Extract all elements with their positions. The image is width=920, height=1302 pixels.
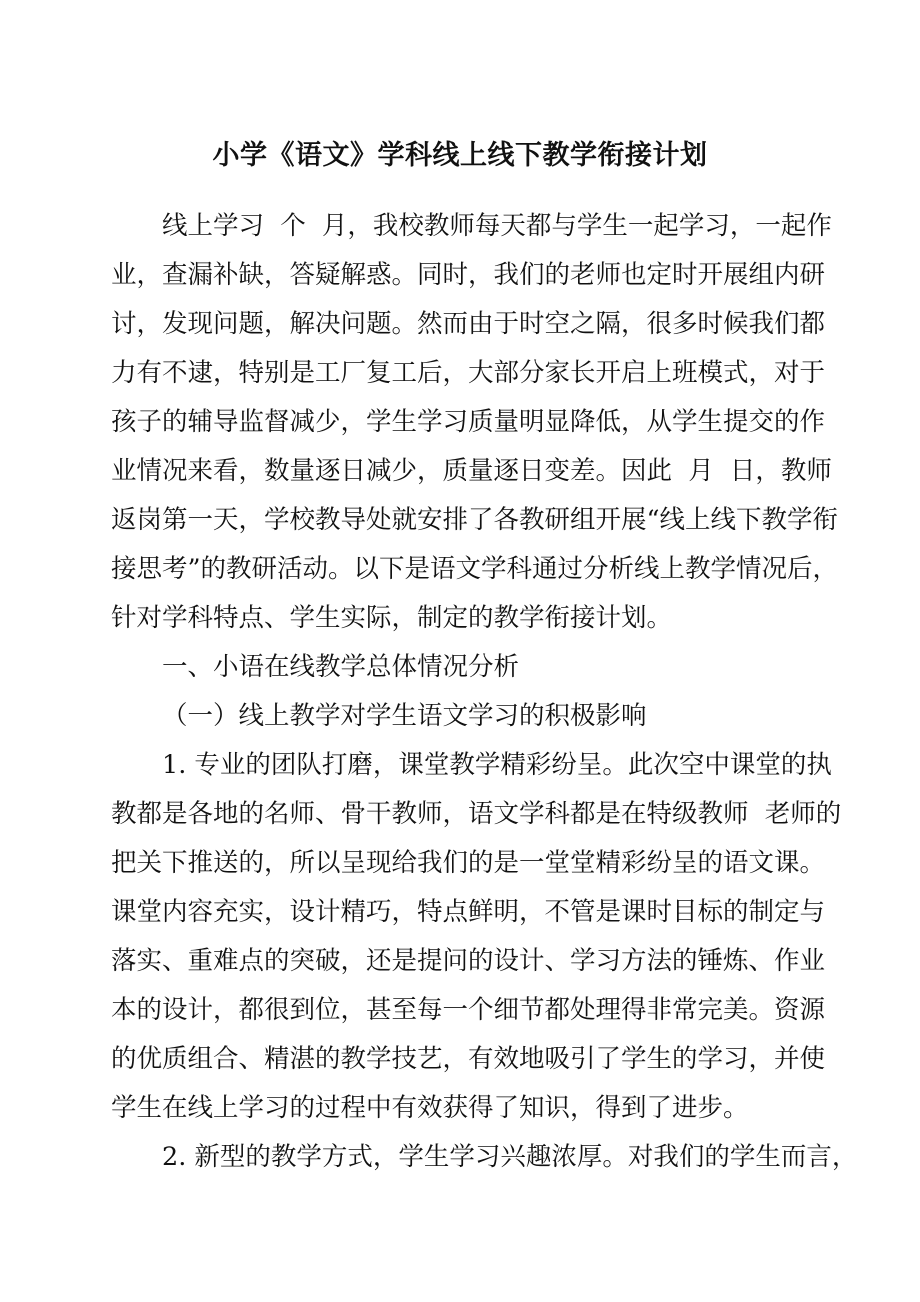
paragraph-line: 业情况来看，数量逐日减少，质量逐日变差。因此 月 日，教师 — [111, 456, 832, 486]
document-title: 小学《语文》学科线上线下教学衔接计划 — [212, 140, 708, 171]
paragraph-line: 把关下推送的，所以呈现给我们的是一堂堂精彩纷呈的语文课。 — [111, 848, 826, 878]
paragraph-line: 本的设计，都很到位，甚至每一个细节都处理得非常完美。资源 — [111, 995, 826, 1025]
paragraph-line: 接思考”的教研活动。以下是语文学科通过分析线上教学情况后， — [111, 554, 839, 584]
paragraph-line: 讨，发现问题，解决问题。然而由于时空之隔，很多时候我们都 — [111, 309, 826, 339]
paragraph-line: 课堂内容充实，设计精巧，特点鲜明，不管是课时目标的制定与 — [111, 897, 826, 927]
paragraph-line: 学生在线上学习的过程中有效获得了知识，得到了进步。 — [111, 1093, 749, 1123]
paragraph-line: 孩子的辅导监督减少，学生学习质量明显降低，从学生提交的作 — [111, 407, 826, 437]
paragraph-line: 落实、重难点的突破，还是提问的设计、学习方法的锤炼、作业 — [111, 946, 826, 976]
paragraph-line: 教都是各地的名师、骨干教师，语文学科都是在特级教师 老师的 — [111, 799, 842, 829]
paragraph-line: 线上学习 个 月，我校教师每天都与学生一起学习，一起作 — [162, 211, 832, 241]
subsection-heading: （一）线上教学对学生语文学习的积极影响 — [162, 701, 647, 731]
paragraph-line: 业，查漏补缺，答疑解惑。同时，我们的老师也定时开展组内研 — [111, 260, 826, 290]
paragraph-line: 1. 专业的团队打磨，课堂教学精彩纷呈。此次空中课堂的执 — [162, 750, 832, 780]
paragraph-line: 力有不逮，特别是工厂复工后，大部分家长开启上班模式，对于 — [111, 358, 826, 388]
paragraph-line: 返岗第一天，学校教导处就安排了各教研组开展“线上线下教学衔 — [111, 505, 839, 535]
paragraph-line: 的优质组合、精湛的教学技艺，有效地吸引了学生的学习，并使 — [111, 1044, 826, 1074]
section-heading: 一、小语在线教学总体情况分析 — [162, 652, 520, 682]
paragraph-line: 2. 新型的教学方式，学生学习兴趣浓厚。对我们的学生而言， — [162, 1142, 858, 1172]
paragraph-line: 针对学科特点、学生实际，制定的教学衔接计划。 — [111, 603, 673, 633]
